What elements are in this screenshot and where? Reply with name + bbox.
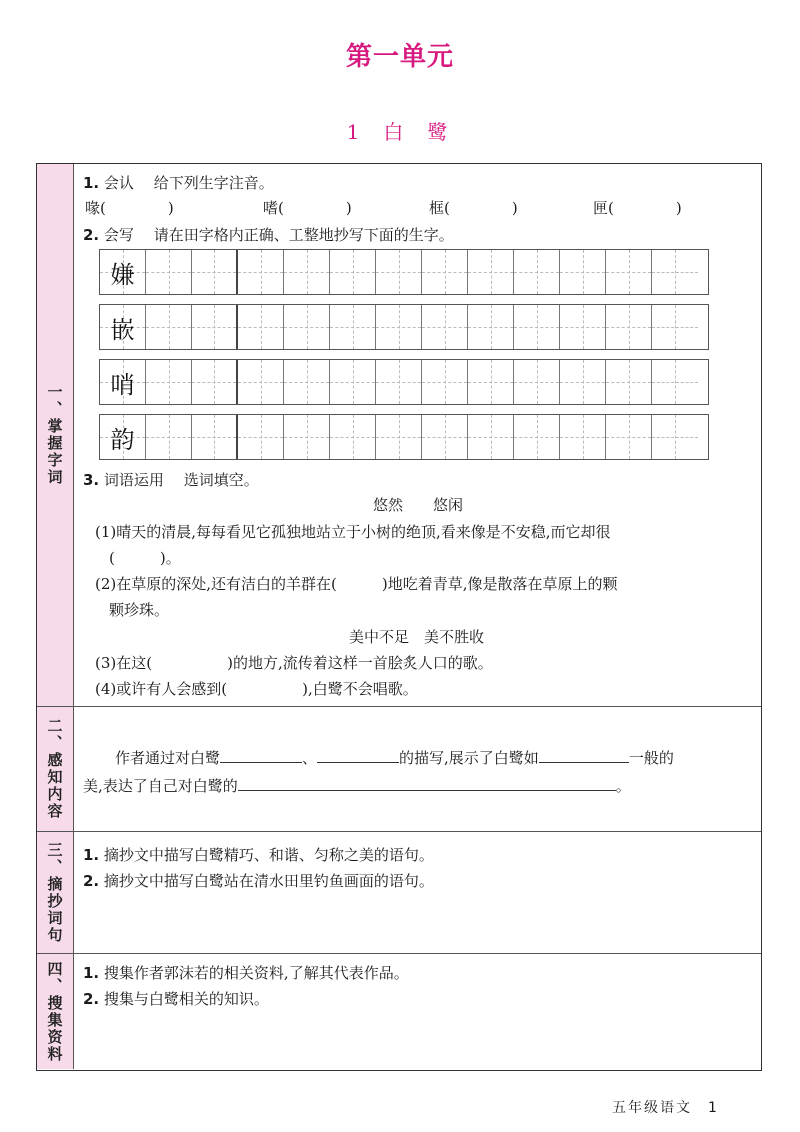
question-tag: 会写	[103, 226, 134, 244]
grid-cell[interactable]	[652, 250, 698, 294]
grid-cell[interactable]	[330, 360, 376, 404]
sentence-1-line-1: (1)晴天的清晨,每每看见它孤独地站立于小树的绝顶,看来像是不安稳,而它却很	[95, 523, 611, 541]
collect-item-2: 2. 搜集与白鹭相关的知识。	[83, 990, 269, 1008]
pinyin-item[interactable]: 喙( )	[85, 199, 174, 217]
lesson-title-char-1: 白	[383, 120, 410, 144]
section-master-words	[37, 164, 761, 707]
section-label-box	[37, 832, 74, 953]
question-3-header	[83, 469, 259, 490]
unit-title: 第一单元	[345, 42, 454, 72]
grid-cell[interactable]	[468, 305, 514, 349]
grid-cell-model: 嫌	[100, 250, 146, 294]
grid-cell[interactable]	[146, 250, 192, 294]
page-number: 1	[708, 1100, 719, 1116]
grid-cell[interactable]	[238, 360, 284, 404]
grid-cell[interactable]	[652, 305, 698, 349]
grid-cell[interactable]	[284, 250, 330, 294]
sentence-2-line-2: 颗珍珠。	[109, 601, 170, 619]
grid-cell[interactable]	[652, 415, 698, 459]
lesson-number: 1	[346, 120, 366, 144]
footer-text: 五年级语文	[612, 1100, 692, 1116]
question-number: 2.	[83, 226, 100, 244]
writing-grid-row	[99, 359, 709, 405]
grid-cell[interactable]	[652, 360, 698, 404]
section-label-box	[37, 954, 74, 1069]
grid-cell[interactable]	[376, 360, 422, 404]
sentence-2-line-1[interactable]: (2)在草原的深处,还有洁白的羊群在( )地吃着青草,像是散落在草原上的颗	[95, 575, 618, 593]
grid-cell[interactable]	[330, 415, 376, 459]
grid-cell[interactable]	[606, 305, 652, 349]
word-options: 悠然 悠闲	[373, 496, 464, 514]
question-instruction: 选词填空。	[183, 471, 259, 489]
excerpt-item-1: 1. 摘抄文中描写白鹭精巧、和谐、匀称之美的语句。	[83, 846, 434, 864]
grid-cell[interactable]	[514, 250, 560, 294]
page-footer	[612, 1097, 719, 1117]
grid-cell[interactable]	[330, 305, 376, 349]
pinyin-item[interactable]: 嗜( )	[263, 199, 352, 217]
grid-cell[interactable]	[192, 250, 238, 294]
section-excerpt	[37, 832, 761, 954]
grid-cell[interactable]	[284, 305, 330, 349]
grid-cell[interactable]	[560, 415, 606, 459]
grid-cell[interactable]	[192, 305, 238, 349]
fill-blank[interactable]	[539, 748, 629, 763]
grid-cell[interactable]	[514, 415, 560, 459]
section-perceive-content	[37, 707, 761, 832]
question-2-header	[83, 224, 454, 245]
fill-blank[interactable]	[220, 748, 302, 763]
section-label-box	[37, 164, 74, 706]
section-content	[73, 164, 761, 706]
question-number: 1.	[83, 174, 100, 192]
sentence-4[interactable]: (4)或许有人会感到( ),白鹭不会唱歌。	[95, 680, 418, 698]
question-number: 3.	[83, 471, 100, 489]
section-content	[73, 707, 761, 831]
grid-cell[interactable]	[560, 360, 606, 404]
grid-cell-model: 哨	[100, 360, 146, 404]
section-label: 三、摘抄词句	[45, 841, 64, 944]
pinyin-item[interactable]: 匣( )	[593, 199, 682, 217]
worksheet-table	[36, 163, 762, 1071]
grid-cell[interactable]	[560, 250, 606, 294]
grid-cell[interactable]	[468, 415, 514, 459]
grid-cell[interactable]	[146, 360, 192, 404]
question-tag: 会认	[103, 174, 134, 192]
grid-cell[interactable]	[238, 415, 284, 459]
grid-cell[interactable]	[422, 250, 468, 294]
grid-cell[interactable]	[376, 305, 422, 349]
grid-cell[interactable]	[422, 305, 468, 349]
sentence-1-line-2[interactable]: ( )。	[109, 549, 181, 567]
section-label: 一、掌握字词	[45, 384, 64, 486]
grid-cell[interactable]	[514, 360, 560, 404]
grid-cell[interactable]	[146, 415, 192, 459]
grid-cell[interactable]	[606, 250, 652, 294]
section-label: 二、感知内容	[45, 718, 64, 820]
grid-cell[interactable]	[514, 305, 560, 349]
grid-cell[interactable]	[192, 360, 238, 404]
grid-cell-model: 嵌	[100, 305, 146, 349]
section-label-box	[37, 707, 74, 831]
question-instruction: 给下列生字注音。	[153, 174, 274, 192]
summary-line-1: 作者通过对白鹭 、 的描写,展示了白鹭如 一般的	[115, 749, 674, 767]
excerpt-item-2: 2. 摘抄文中描写白鹭站在清水田里钓鱼画面的语句。	[83, 872, 434, 890]
writing-grid-row	[99, 304, 709, 350]
grid-cell[interactable]	[192, 415, 238, 459]
grid-cell[interactable]	[468, 360, 514, 404]
fill-blank[interactable]	[317, 748, 399, 763]
section-label: 四、搜集资料	[45, 960, 64, 1063]
summary-line-2: 美,表达了自己对白鹭的 。	[83, 777, 631, 795]
writing-grid-row	[99, 414, 709, 460]
grid-cell[interactable]	[422, 415, 468, 459]
grid-cell[interactable]	[606, 415, 652, 459]
pinyin-item[interactable]: 框( )	[429, 199, 518, 217]
grid-cell[interactable]	[468, 250, 514, 294]
question-tag: 词语运用	[103, 471, 164, 489]
grid-cell[interactable]	[560, 305, 606, 349]
grid-cell-model: 韵	[100, 415, 146, 459]
grid-cell[interactable]	[422, 360, 468, 404]
section-collect-materials	[37, 954, 761, 1069]
grid-cell[interactable]	[146, 305, 192, 349]
question-instruction: 请在田字格内正确、工整地抄写下面的生字。	[153, 226, 454, 244]
word-options: 美中不足 美不胜收	[349, 628, 485, 646]
grid-cell[interactable]	[238, 305, 284, 349]
section-content	[73, 832, 761, 953]
fill-blank[interactable]	[238, 776, 616, 791]
section-content	[73, 954, 761, 1069]
sentence-3[interactable]: (3)在这( )的地方,流传着这样一首脍炙人口的歌。	[95, 654, 493, 672]
collect-item-1: 1. 搜集作者郭沫若的相关资料,了解其代表作品。	[83, 964, 409, 982]
grid-cell[interactable]	[330, 250, 376, 294]
grid-cell[interactable]	[238, 250, 284, 294]
grid-cell[interactable]	[376, 250, 422, 294]
lesson-title-char-2: 鹭	[427, 120, 454, 144]
grid-cell[interactable]	[284, 415, 330, 459]
grid-cell[interactable]	[376, 415, 422, 459]
lesson-title	[0, 116, 800, 145]
grid-cell[interactable]	[284, 360, 330, 404]
writing-grid-row	[99, 249, 709, 295]
question-1-header	[83, 172, 274, 193]
grid-cell[interactable]	[606, 360, 652, 404]
